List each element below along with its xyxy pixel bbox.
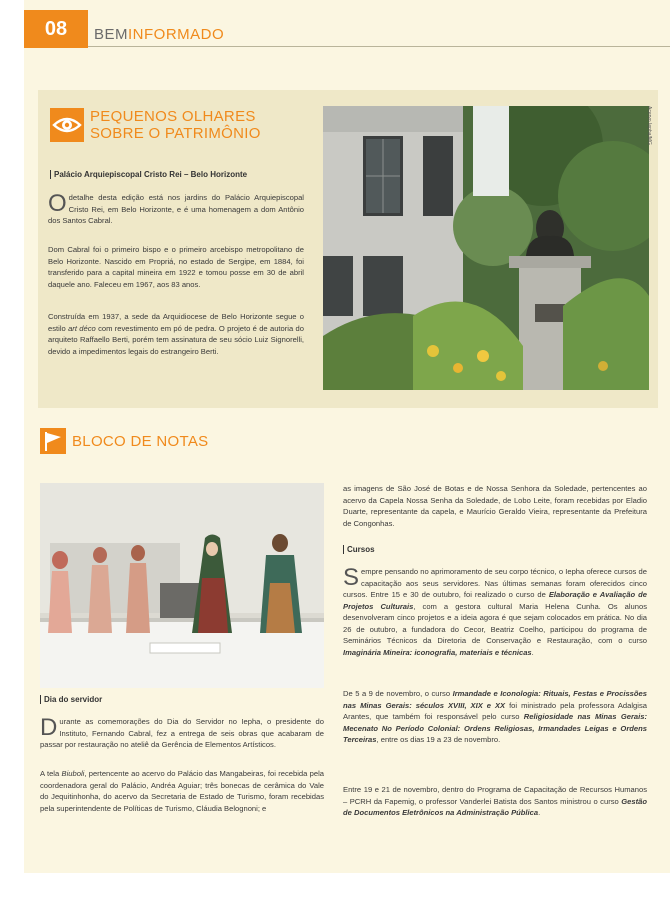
heritage-p1-text: detalhe desta edição está nos jardins do Palácio Arquiepiscopal Cristo Rei, em Belo Horizonte, e é uma homenagem a dom Antônio dos Santos Cabral. — [48, 193, 304, 225]
courses-p2-c: , entre os dias 19 a 23 de novembro. — [376, 735, 501, 744]
courses-p1-italic-1: Elaboração e Avaliação de Projetos Culturais — [343, 590, 647, 611]
eye-icon — [50, 108, 84, 142]
server-day-p2-italic: Biuboli — [61, 769, 85, 778]
brand-part-1: BEM — [94, 26, 129, 43]
heritage-paragraph-3 — [48, 311, 304, 357]
courses-p1-b: , com a gestora cultural Maria Helena Cunha. Os alunos desenvolveram cinco projetos e a ideia agora é que sejam colocados em prática. No dia 26 de outubro, a fundadora do Cecor, Beatriz Coelho, participou do programa de Seminários Técnicos da Diretoria de Conservação e Restauração, com o curso — [343, 601, 647, 645]
heritage-p3-post: com revestimento em pó de pedra. O projeto é de autoria do arquiteto Raffaello Berti, porém tem assinatura de seu sócio Luiz Signorelli, devido a impedimentos legais do estrangeiro Berti. — [48, 323, 304, 356]
server-day-heading: Dia do servidor — [40, 695, 102, 704]
heritage-dropcap: O — [48, 190, 67, 217]
palace-garden-photo — [323, 106, 649, 390]
heritage-title-line-2: SOBRE O PATRIMÔNIO — [90, 125, 261, 142]
magazine-brand — [94, 26, 224, 43]
server-day-paragraph-3: as imagens de São José de Botas e de Nossa Senhora da Soledade, pertencentes ao acervo da Capela Nossa Senha da Soledade, de Lobo Leite, foram recebidas por Eladio Duarte, representante da capela, e Maurício Geraldo Vieira, representante da Prefeitura de Congonhas. — [343, 484, 647, 528]
heritage-title-line-1: PEQUENOS OLHARES — [90, 108, 256, 125]
heritage-paragraph-1 — [48, 192, 304, 227]
server-day-p2-pre: A tela — [40, 769, 62, 778]
header-rule — [88, 46, 670, 47]
server-day-p1-text: urante as comemorações do Dia do Servidor no Iepha, o presidente do Instituto, Fernando Cabral, fez a entrega de seis obras que acabaram de passar por restauração no ateliê da Gerência de Elementos Artísticos. — [40, 717, 324, 749]
server-day-paragraph-2 — [40, 768, 324, 814]
courses-p3-b: . — [538, 808, 541, 817]
courses-p2-italic-1: Irmandade e Iconologia: Rituais, Festas e Procissões nas Minas Gerais: séculos XVIII, XIX e XX — [343, 689, 647, 710]
heritage-title — [90, 108, 261, 142]
courses-p1-c: . — [531, 647, 534, 657]
courses-paragraph-3 — [343, 784, 647, 819]
courses-p2-b: foi ministrado pela professora Adalgisa Arantes, que também foi responsável pelo curso — [343, 700, 647, 721]
heritage-subheading: Palácio Arquiepiscopal Cristo Rei – Belo Horizonte — [50, 170, 247, 179]
courses-p2-a: De 5 a 9 de novembro, o curso — [343, 689, 453, 698]
courses-p2-italic-2: Religiosidade nas Minas Gerais: Mecenato No Período Colonial: Ordens Religiosas, Irmandades Leigas e Ordens Terceiras — [343, 712, 647, 744]
courses-p1-italic-2: Imaginária Mineira: iconografia, materiais e técnicas — [343, 647, 532, 657]
courses-p1-a: empre pensando no aprimoramento de seu corpo técnico, o Iepha oferece cursos de capacitação aos seus servidores. Nas últimas semanas foram oferecidos cinco cursos. Entre 15 e 30 de outubro, foi realizado o curso de — [343, 567, 647, 599]
heritage-p3-pre: Construída em 1937, a sede da Arquidiocese de Belo Horizonte segue o estilo — [48, 312, 304, 333]
page-number: 08 — [24, 10, 88, 48]
server-day-dropcap: D — [40, 714, 58, 741]
courses-paragraph-1 — [343, 566, 647, 658]
photo-credit: Acervo Iepha/MG — [646, 106, 652, 145]
flag-icon — [40, 428, 66, 454]
heritage-paragraph-2: Dom Cabral foi o primeiro bispo e o primeiro arcebispo metropolitano de Belo Horizonte. Nascido em Propriá, no estado de Sergipe, em 1884, foi transferido para a capital mineira em 1922 e tomou posse em 30 de abril daquele ano. Faleceu em 1967, aos 83 anos. — [48, 245, 304, 289]
courses-p3-a: Entre 19 e 21 de novembro, dentro do Programa de Capacitação de Recursos Humanos – PCRH da Fapemig, o professor Vanderlei Batista dos Santos ministrou o curso — [343, 785, 647, 806]
courses-p3-italic: Gestão de Documentos Eletrônicos na Administração Pública — [343, 796, 647, 817]
courses-paragraph-2 — [343, 688, 647, 746]
brand-part-2: INFORMADO — [128, 26, 225, 43]
courses-dropcap: S — [343, 564, 360, 591]
restored-works-photo — [40, 483, 324, 688]
courses-heading: Cursos — [343, 545, 375, 554]
heritage-p3-italic: art déco — [68, 323, 96, 333]
server-day-p2-post: , pertencente ao acervo do Palácio das Mangabeiras, foi recebida pela coordenadora geral do Palácio, Andréa Aguiar; três bonecas de cerâmica do Vale do Jequitinhonha, do acervo da Secretaria de Estado de Turismo, foram recebidas pela superintendente de Políticas de Turismo, Cláudia Belognoni; e — [40, 769, 324, 813]
notes-title: BLOCO DE NOTAS — [72, 433, 209, 450]
server-day-paragraph-1 — [40, 716, 324, 751]
